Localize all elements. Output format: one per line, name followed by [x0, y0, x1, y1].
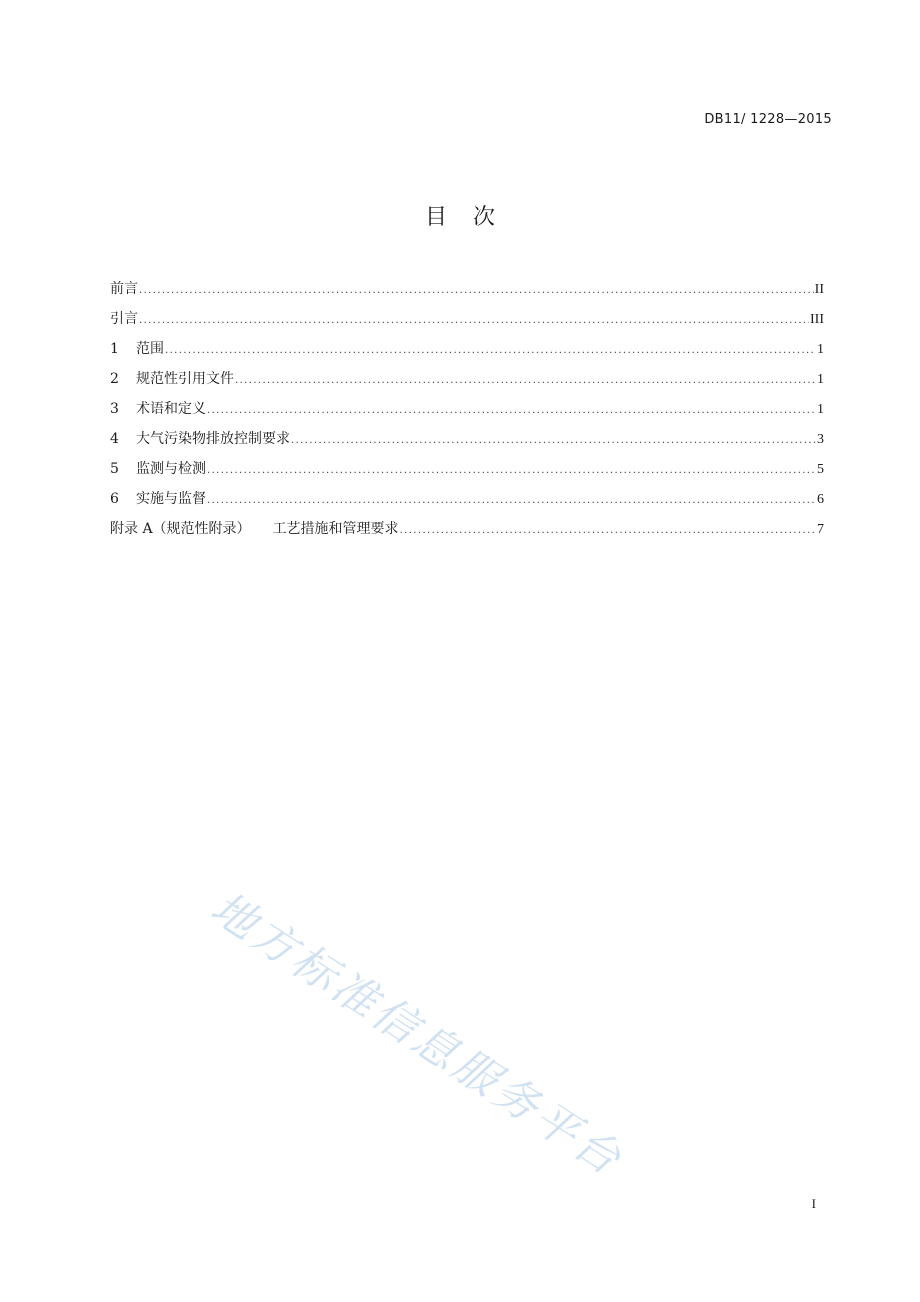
toc-entry-normative-references[interactable] — [110, 368, 824, 398]
toc-entry-page: 3 — [817, 432, 824, 447]
toc-entry-number: 3 — [110, 401, 119, 417]
toc-leader-dots — [291, 435, 816, 446]
title-char-2: 次 — [473, 205, 496, 230]
page-title — [0, 200, 920, 231]
toc-entry-label: 前言 — [110, 281, 138, 297]
toc-entry-page: 5 — [817, 462, 824, 477]
toc-entry-page: 1 — [817, 372, 824, 387]
toc-entry-terms-definitions[interactable] — [110, 398, 824, 428]
table-of-contents — [110, 278, 824, 548]
toc-entry-number: 4 — [110, 431, 119, 447]
toc-entry-page: 7 — [817, 522, 824, 537]
toc-entry-appendix-a[interactable] — [110, 518, 824, 548]
toc-leader-dots — [139, 285, 814, 296]
toc-entry-scope[interactable] — [110, 338, 824, 368]
toc-entry-foreword[interactable] — [110, 278, 824, 308]
toc-entry-emission-control[interactable] — [110, 428, 824, 458]
toc-entry-introduction[interactable] — [110, 308, 824, 338]
toc-entry-page: III — [810, 312, 824, 327]
toc-entry-number: 5 — [110, 461, 119, 477]
toc-leader-dots — [207, 495, 816, 506]
toc-entry-label: 大气污染物排放控制要求 — [136, 431, 290, 447]
toc-leader-dots — [235, 375, 816, 386]
toc-entry-label: 规范性引用文件 — [136, 371, 234, 387]
toc-entry-number: 1 — [110, 341, 119, 357]
toc-leader-dots — [207, 405, 816, 416]
toc-entry-page: 1 — [817, 342, 824, 357]
toc-entry-label: 引言 — [110, 311, 138, 327]
title-char-1: 目 — [424, 205, 447, 230]
toc-leader-dots — [165, 345, 816, 356]
toc-entry-monitoring[interactable] — [110, 458, 824, 488]
toc-entry-page: 6 — [817, 492, 824, 507]
appendix-label: 附录 A（规范性附录） — [110, 521, 251, 537]
toc-entry-label: 术语和定义 — [136, 401, 206, 417]
toc-entry-implementation[interactable] — [110, 488, 824, 518]
toc-entry-label: 范围 — [136, 341, 164, 357]
toc-entry-label: 实施与监督 — [136, 491, 206, 507]
toc-leader-dots — [207, 465, 816, 476]
toc-leader-dots — [400, 525, 816, 536]
toc-entry-label: 监测与检测 — [136, 461, 206, 477]
toc-entry-page: II — [814, 282, 824, 297]
watermark: 地方标准信息服务平台 — [201, 882, 632, 1187]
toc-entry-number: 6 — [110, 491, 119, 507]
toc-entry-page: 1 — [817, 402, 824, 417]
page-number: I — [811, 1196, 816, 1211]
toc-leader-dots — [139, 315, 809, 326]
toc-entry-number: 2 — [110, 371, 119, 387]
appendix-sublabel: 工艺措施和管理要求 — [272, 521, 399, 537]
toc-entry-label — [110, 518, 399, 538]
standard-code: DB11/ 1228—2015 — [704, 112, 832, 127]
